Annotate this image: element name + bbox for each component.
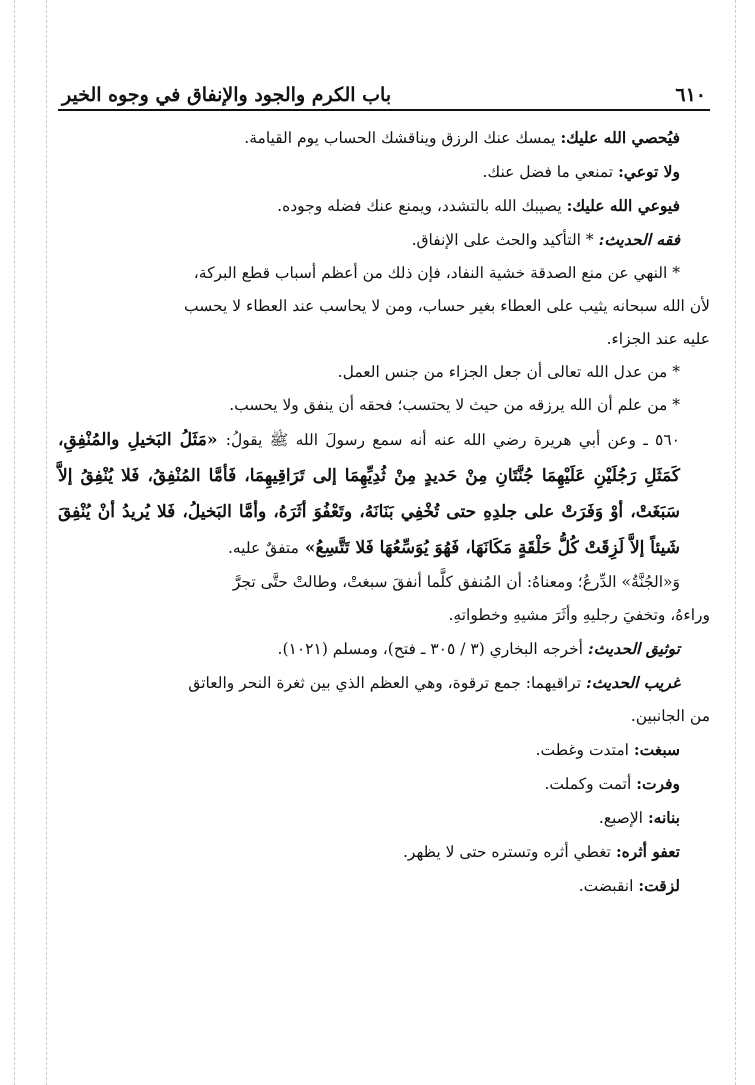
tawthiq-text: أخرجه البخاري (٣ / ٣٠٥ ـ فتح)، ومسلم (١٠٢١). <box>277 640 583 658</box>
fiqh-point: * من عدل الله تعالى أن جعل الجزاء من جنس العمل. <box>337 363 680 381</box>
page-header <box>58 70 710 111</box>
fiqh-point: * من علم أن الله يرزقه من حيث لا يحتسب؛ فحقه أن ينفق ولا يحسب. <box>229 396 680 414</box>
glossary-item: بنانه: الإصبع. <box>598 808 680 827</box>
tawthiq <box>58 632 710 666</box>
fiqh-heading <box>58 223 710 257</box>
gharib <box>58 666 710 700</box>
hadith-paragraph <box>58 422 710 566</box>
glossary-item: تعفو أثره: تغطي أثره وتستره حتى لا يظهر. <box>402 842 680 861</box>
page-number: ٦١٠ <box>675 84 706 106</box>
gharib-text: تراقيهما: جمع ترقوة، وهي العظم الذي بين ثغرة النحر والعاتق <box>188 674 582 692</box>
glossary-item: فيوعي الله عليك: يصيبك الله بالتشدد، ويمنع عنك فضله وجوده. <box>277 196 680 215</box>
glossary-item: لزقت: انقبضت. <box>578 876 680 895</box>
hadith-intro: ٥٦٠ ـ وعن أبي هريرة رضي الله عنه أنه سمع رسولَ الله ﷺ يقولُ: <box>225 431 680 449</box>
explanation-line: وراءهُ، وتخفيَ رجليهِ وأثَرَ مشيهِ وخطواتهِ. <box>448 606 710 624</box>
fiqh-point: * التأكيد والحث على الإنفاق. <box>411 231 594 249</box>
fiqh-point: * النهي عن منع الصدقة خشية النفاد، فإن ذلك من أعظم أسباب قطع البركة، <box>193 264 680 282</box>
glossary-item: سبغت: امتدت وغطت. <box>535 740 680 759</box>
fiqh-point-cont: لأن الله سبحانه يثيب على العطاء بغير حساب، ومن لا يحاسب عند العطاء لا يحسب <box>183 297 710 315</box>
page-body <box>58 111 710 903</box>
glossary-item: ولا توعي: تمنعي ما فضل عنك. <box>482 162 680 181</box>
glossary-item: فيُحصي الله عليك: يمسك عنك الرزق ويناقشك الحساب يوم القيامة. <box>244 128 680 147</box>
margin-line-right <box>735 0 736 1085</box>
explanation-line: وَ«الجُنَّةُ» الدِّرعُ؛ ومعناهُ: أن المُنفق كلَّما أنفقَ سبغتْ، وطالتْ حتَّى تجرَّ <box>232 573 680 591</box>
margin-line-left-inner <box>46 0 47 1085</box>
fiqh-label: فقه الحديث: <box>598 230 680 249</box>
book-page <box>58 70 710 903</box>
tawthiq-label: توثيق الحديث: <box>587 639 680 658</box>
gharib-cont: من الجانبين. <box>630 707 710 725</box>
hadith-text: «مَثَلُ البَخيلِ والمُنْفِقِ، كَمَثَلِ رَجُلَيْنِ عَلَيْهِمَا جُنَّتَانِ مِنْ حَديدٍ مِنْ ثُدِيِّهِمَا إلى تَرَاقِيهِمَا، فَأمَّا المُنْفِقُ، فَلا يُنْفِقُ إلاَّ سَبَغَتْ، أوْ وَفَرَتْ على جلدِهِ حتى تُخْفِي بَنَانَهُ، وتَعْفُوَ أثَرَهُ، وأمَّا البَخيلُ، فَلا يُريدُ أنْ يُنْفِقَ شَيئاً إلاَّ لَزِقَتْ كُلُّ حَلْقَةٍ مَكَانَهَا، فَهُوَ يُوَسِّعُهَا فَلا تَتَّسِعُ» <box>58 430 680 558</box>
gharib-label: غريب الحديث: <box>585 673 680 692</box>
glossary-item: وفرت: أتمت وكملت. <box>544 774 680 793</box>
chapter-title: باب الكرم والجود والإنفاق في وجوه الخير <box>62 84 392 106</box>
fiqh-point-cont: عليه عند الجزاء. <box>606 330 710 348</box>
margin-line-left <box>14 0 15 1085</box>
hadith-reference: متفقٌ عليه. <box>227 539 299 557</box>
